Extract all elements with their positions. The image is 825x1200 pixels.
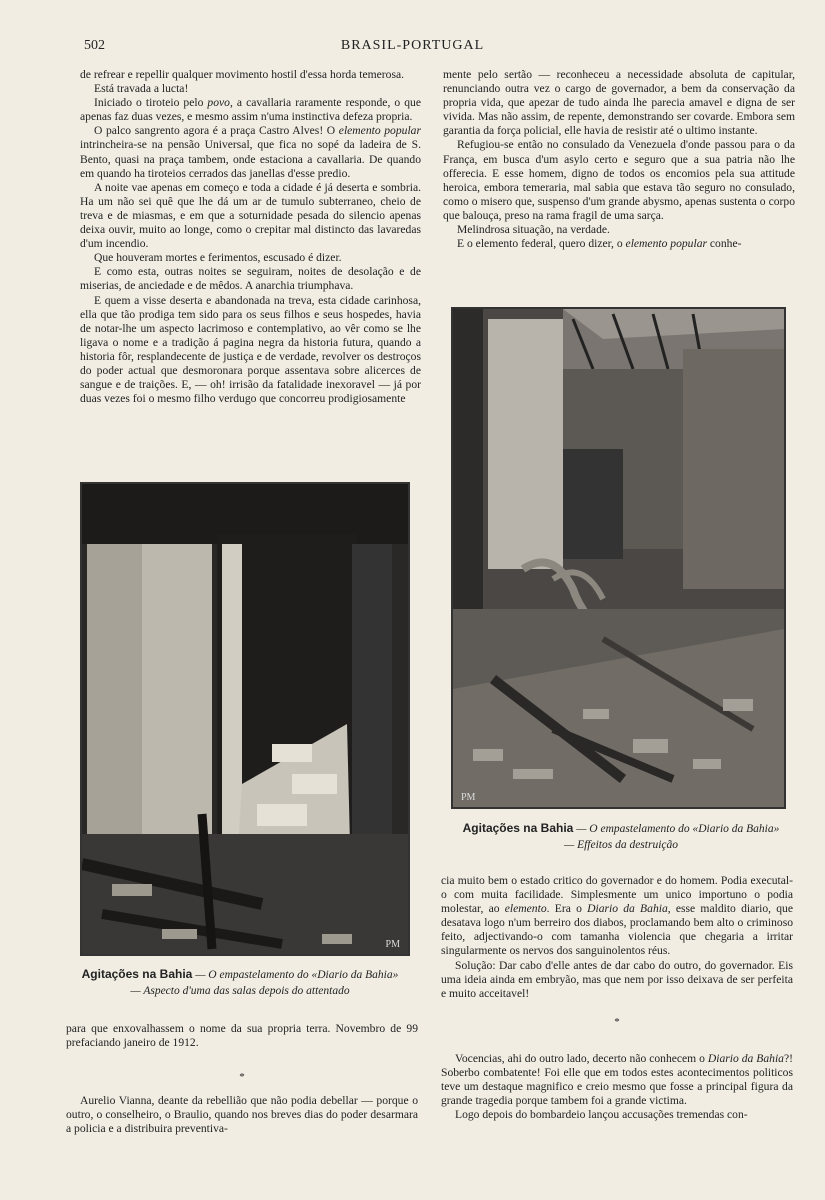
caption-right bbox=[441, 820, 801, 853]
paragraph: E quem a visse deserta e abandonada na treva, esta cidade carinhosa, ella que tão prodiga tem sido para os seus filhos e seus hospedes, havia de notar-lhe um aspecto lacrimoso e contemplativo, ao vêr como se lhe ligava o nome e a tradição á pagina negra da historia futura, quando a historia fôr, resplandecente de justiça e de verdade, revolver os destroços do poder actual que desmoronara porque assentava sobre alicerces de sangue e de traições. E, — oh! irrisão da fatalidade inexoravel — já por duas vezes foi o mesmo filho verdugo que concorreu prodigiosamente bbox=[80, 293, 421, 406]
paragraph: Melindrosa situação, na verdade. bbox=[457, 223, 610, 237]
article-column-right-top bbox=[443, 68, 795, 251]
article-column-left-top bbox=[80, 68, 421, 406]
section-separator: * bbox=[614, 1015, 620, 1028]
paragraph: cia muito bem o estado critico do governador e do homem. Podia executal-o com muita facilidade. Simplesmente um unico importuno o podia molestar, ao elemento. Era o Diario da Bahia, esse maldito diario, que desatava logo n'um berreiro dos diabos, proclamando bem alto o criminoso feito, adjectivando-o com tamanha violencia que chegaria a irritar singularmente os nervos dos sanguinolentos réus. bbox=[441, 874, 793, 958]
paragraph: E o elemento federal, quero dizer, o elemento popular conhe- bbox=[457, 237, 742, 251]
caption-text: — Effeitos da destruição bbox=[563, 839, 679, 851]
page-number: 502 bbox=[84, 38, 105, 53]
paragraph: Que houveram mortes e ferimentos, escusado é dizer. bbox=[94, 251, 342, 265]
photo-destruction bbox=[451, 307, 786, 809]
paragraph: O palco sangrento agora é a praça Castro Alves! O elemento popular intrincheira-se na pensão Universal, que fica no sopé da ladeira de S. Bento, quasi na praça tambem, onde estaciona a cavallaria. De quando em quando ha tiroteios cerrados das janellas d'esse predio. bbox=[80, 124, 421, 180]
photo-destruction-image bbox=[453, 309, 784, 807]
paragraph: Aurelio Vianna, deante da rebellião que não podia debellar — porque o outro, o conselheiro, o Braulio, quando nos breves dias do poder desarmara a policia e a distribuira preventiva- bbox=[66, 1094, 418, 1136]
caption-label: Agitações na Bahia bbox=[462, 821, 574, 835]
section-separator: * bbox=[239, 1071, 245, 1084]
paragraph: Logo depois do bombardeio lançou accusações tremendas con- bbox=[455, 1108, 748, 1122]
caption-left bbox=[50, 966, 430, 999]
paragraph: de refrear e repellir qualquer movimento hostil d'essa horda temerosa. bbox=[80, 68, 405, 81]
caption-label: Agitações na Bahia bbox=[81, 967, 193, 981]
running-title: BRASIL-PORTUGAL bbox=[340, 38, 485, 53]
paragraph: mente pelo sertão — reconheceu a necessidade absoluta de capitular, renunciando outra vez o cargo de governador, a bem da conservação da propria vida, que apezar de tudo ainda lhe parecia amavel e digna de ser vivida. Mas não assim, de repente, demonstrando ser covarde. Embora sem garantia da força policial, elle havia de resistir até o ultimo instante. bbox=[443, 68, 795, 138]
article-column-left-bottom bbox=[66, 1022, 418, 1137]
paragraph: Iniciado o tiroteio pelo povo, a cavallaria raramente responde, o que apenas faz duas vezes, e mesmo assim n'uma instinctiva defeza propria. bbox=[80, 96, 421, 124]
paragraph: A noite vae apenas em começo e toda a cidade é já deserta e sombria. Ha um não sei quê que lhe dá um ar de tumulo subterraneo, cheio de treva e de miasmas, e em que a soturnidade pesada do silencio apenas deixa ouvir, muito ao longe, como o crepitar mal distincto das lavaredas d'um incendio. bbox=[80, 180, 421, 251]
paragraph: E como esta, outras noites se seguiram, noites de desolação e de miserias, de anciedade e de mêdos. A anarchia triumphava. bbox=[80, 265, 421, 293]
caption-text: — Aspecto d'uma das salas depois do attentado bbox=[130, 985, 350, 997]
caption-text: — O empastelamento do «Diario da Bahia» bbox=[195, 969, 399, 981]
paragraph: Vocencias, ahi do outro lado, decerto não conhecem o Diario da Bahia?! Soberbo combatente! Foi elle que em todos estes acontecimentos politicos teve um destaque magnifico e creio mesmo que fosse a principal figura da grande tragedia porque tambem foi a grande victima. bbox=[441, 1052, 793, 1108]
paragraph: Solução: Dar cabo d'elle antes de dar cabo do outro, do governador. Eis uma ideia ainda em embryão, mas que nem por isso deixava de ser perfeita e muito acceitavel! bbox=[441, 958, 793, 1000]
caption-text: — O empastelamento do «Diario da Bahia» bbox=[576, 823, 780, 835]
paragraph: para que enxovalhassem o nome da sua propria terra. Novembro de 99 prefaciando janeiro de 1912. bbox=[66, 1022, 418, 1050]
paragraph: Refugiou-se então no consulado da Venezuela d'onde passou para o da França, em busca d'um asylo certo e seguro que a sua patria não lhe offerecia. E esse homem, digno de todos os encomios pela sua attitude heroica, embora temeraria, mal sabia que estava tão seguro no consulado, como o misero que, suspenso d'um grande abysmo, apenas sustenta o corpo que balouça, preso na rama fragil de uma sarça. bbox=[443, 138, 795, 222]
paragraph: Está travada a lucta! bbox=[94, 82, 189, 96]
photo-room-after-attack bbox=[80, 482, 410, 956]
photographer-signature: PM bbox=[461, 792, 476, 803]
article-column-right-middle bbox=[441, 874, 793, 1029]
photographer-signature: PM bbox=[385, 939, 400, 950]
photo-room-image bbox=[82, 484, 408, 954]
article-column-right-bottom bbox=[441, 1052, 793, 1122]
